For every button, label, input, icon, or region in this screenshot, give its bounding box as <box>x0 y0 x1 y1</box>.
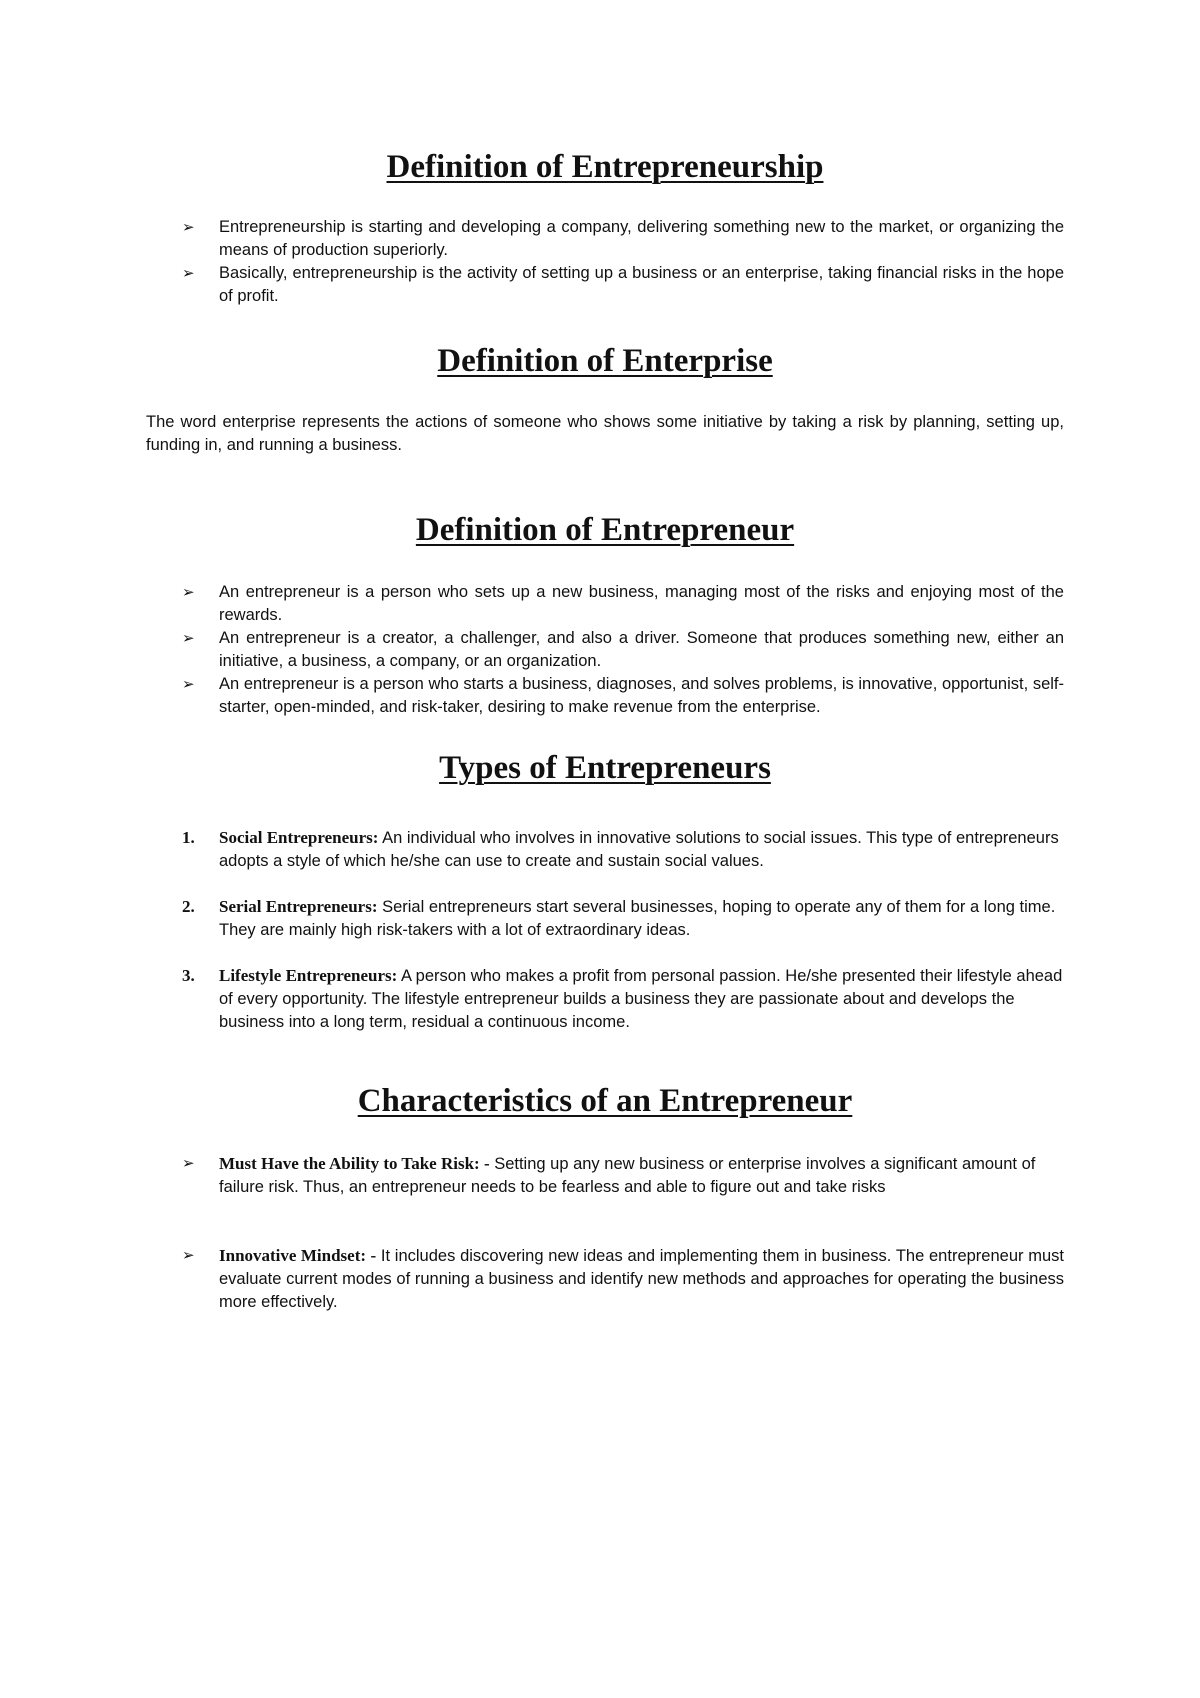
list-item: ➢ An entrepreneur is a person who sets up a new business, managing most of the risks and enjoying most of the rewards. <box>182 582 1064 624</box>
list-item: ➢ Innovative Mindset: - It includes discovering new ideas and implementing them in business. The entrepreneur must evaluate current modes of running a business and identify new methods and approaches for operating the business more effectively. <box>182 1245 1064 1311</box>
heading-types: Types of Entrepreneurs <box>439 749 771 786</box>
enterprise-paragraph: The word enterprise represents the actions of someone who shows some initiative by taking a risk by planning, setting up, funding in, and running a business. <box>146 413 1064 455</box>
arrow-bullet-icon: ➢ <box>182 263 195 282</box>
characteristics-bullet-list <box>146 1152 1064 1314</box>
list-number: 2. <box>182 897 195 917</box>
characteristic-term: Must Have the Ability to Take Risk: - <box>219 1153 490 1173</box>
list-item: ➢ An entrepreneur is a creator, a challenger, and also a driver. Someone that produces something new, either an initiative, a business, a company, or an organization. <box>182 628 1064 670</box>
heading-characteristics: Characteristics of an Entrepreneur <box>357 1083 853 1120</box>
arrow-bullet-icon: ➢ <box>182 1153 195 1172</box>
heading-entrepreneur: Definition of Entrepreneur <box>415 512 795 549</box>
characteristic-term: Innovative Mindset: - <box>219 1245 377 1265</box>
heading-enterprise: Definition of Enterprise <box>437 342 773 379</box>
type-term: Serial Entrepreneurs: <box>219 897 378 917</box>
list-item: ➢ Must Have the Ability to Take Risk: - Setting up any new business or enterprise involves a significant amount of failure risk. Thus, an entrepreneur needs to be fearless and able to figure out and take risks <box>182 1153 1036 1196</box>
arrow-bullet-icon: ➢ <box>182 582 195 601</box>
list-number: 3. <box>182 966 195 986</box>
entrepreneur-bullet-list <box>146 581 1064 719</box>
arrow-bullet-icon: ➢ <box>182 1245 195 1264</box>
list-item: ➢ Entrepreneurship is starting and developing a company, delivering something new to the market, or organizing the means of production superiorly. <box>182 217 1064 259</box>
arrow-bullet-icon: ➢ <box>182 217 195 236</box>
arrow-bullet-icon: ➢ <box>182 628 195 647</box>
list-item: ➢ An entrepreneur is a person who starts a business, diagnoses, and solves problems, is innovative, opportunist, self-starter, open-minded, and risk-taker, desiring to make revenue from the enterprise. <box>182 674 1064 716</box>
list-item: ➢ Basically, entrepreneurship is the activity of setting up a business or an enterprise, taking financial risks in the hope of profit. <box>182 263 1064 305</box>
list-number: 1. <box>182 828 195 848</box>
type-term: Social Entrepreneurs: <box>219 828 379 848</box>
list-item: 3. Lifestyle Entrepreneurs: A person who makes a profit from personal passion. He/she presented their lifestyle ahead of every opportunity. The lifestyle entrepreneur builds a business they are passionate about and develops the business into a long term, residual a continuous income. <box>182 966 1063 1032</box>
entrepreneurship-bullet-list <box>146 216 1064 308</box>
list-item: 1. Social Entrepreneurs: An individual who involves in innovative solutions to social issues. This type of entrepreneurs adopts a style of which he/she can use to create and sustain social values. <box>182 828 1059 871</box>
types-numbered-list <box>146 826 1064 1034</box>
list-item: 2. Serial Entrepreneurs: Serial entrepreneurs start several businesses, hoping to operate any of them for a long time. They are mainly high risk-takers with a lot of extraordinary ideas. <box>182 897 1056 940</box>
heading-entrepreneurship: Definition of Entrepreneurship <box>386 149 824 185</box>
type-term: Lifestyle Entrepreneurs: <box>219 966 398 986</box>
arrow-bullet-icon: ➢ <box>182 674 195 693</box>
